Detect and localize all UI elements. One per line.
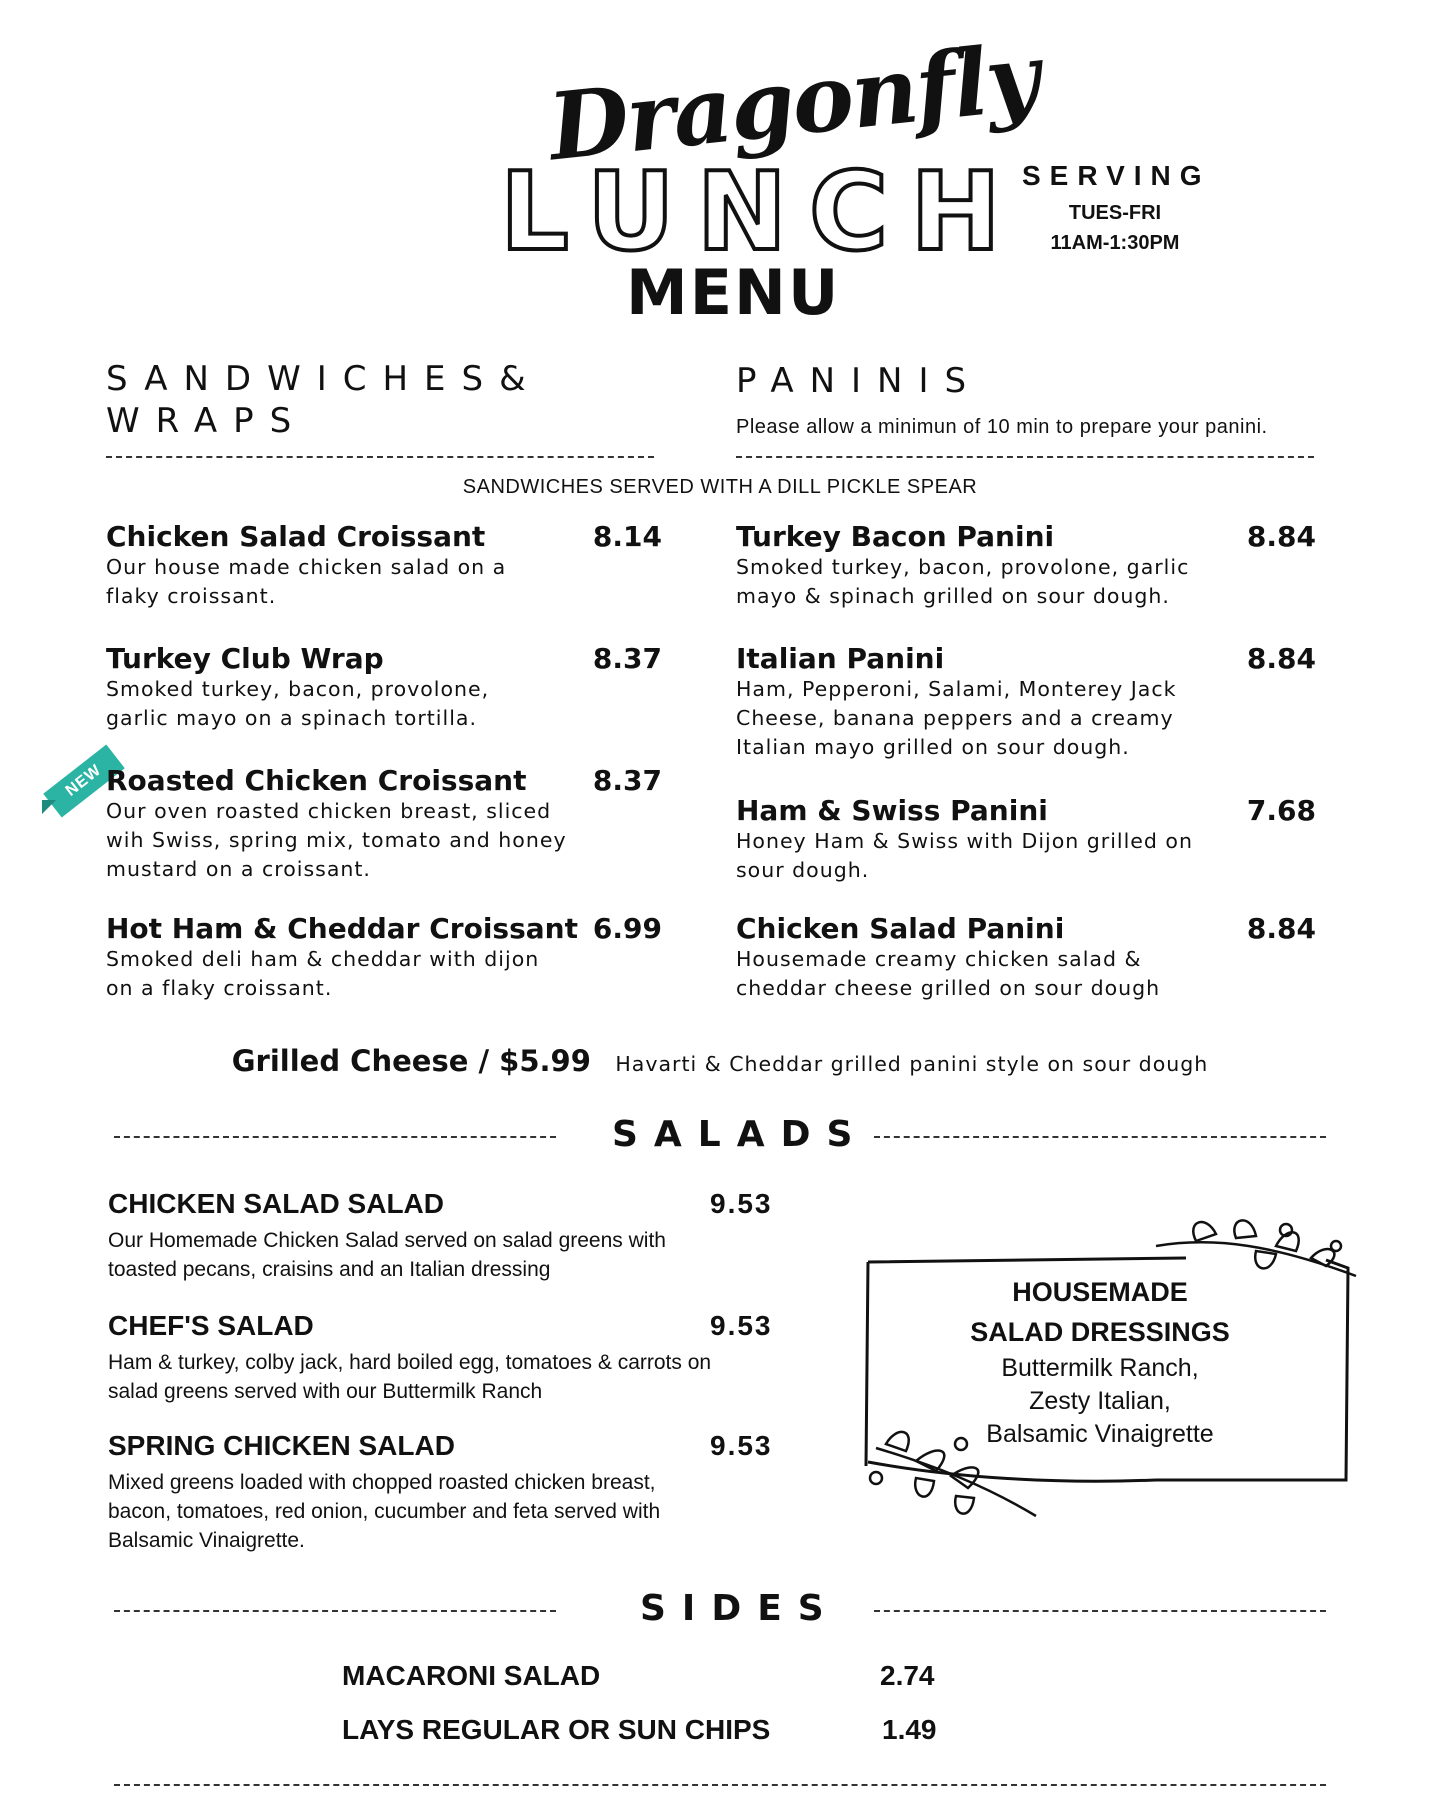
salad-item-1 — [108, 1188, 788, 1284]
item-name: Chicken Salad Croissant — [106, 520, 486, 553]
item-desc: cheddar cheese grilled on sour dough — [736, 976, 1161, 1000]
salads-divider-left — [114, 1136, 556, 1138]
item-price: 8.84 — [1246, 912, 1316, 945]
item-price: 8.37 — [592, 642, 662, 675]
paninis-note: Please allow a minimun of 10 min to prepare your panini. — [736, 416, 1268, 438]
salads-divider-right — [874, 1136, 1326, 1138]
item-desc: Smoked deli ham & cheddar with dijon — [106, 947, 540, 971]
dressing-italian: Zesty Italian, — [1029, 1387, 1171, 1415]
grilled-cheese-row — [0, 1044, 1440, 1079]
new-badge-tail — [42, 800, 56, 814]
menu-title: MENU — [626, 256, 841, 329]
item-desc: Our oven roasted chicken breast, sliced — [106, 799, 552, 823]
serving-days: TUES-FRI — [1068, 202, 1162, 224]
salad-desc: Mixed greens loaded with chopped roasted chicken breast, — [108, 1471, 656, 1494]
serving-hours: 11AM-1:30PM — [1050, 232, 1180, 254]
item-price: 8.37 — [592, 764, 662, 797]
grilled-cheese-desc: Havarti & Cheddar grilled panini style on sour dough — [615, 1052, 1209, 1076]
item-desc: Italian mayo grilled on sour dough. — [736, 735, 1130, 759]
paninis-divider — [736, 456, 1314, 458]
item-desc: Housemade creamy chicken salad & — [736, 947, 1142, 971]
sides-divider-right — [874, 1610, 1326, 1612]
sandwich-item-1 — [106, 520, 662, 611]
side-name: LAYS REGULAR OR SUN CHIPS — [342, 1714, 771, 1745]
salad-desc: salad greens served with our Buttermilk Ranch — [108, 1380, 543, 1403]
item-name: Turkey Bacon Panini — [736, 520, 1055, 553]
salad-desc: Our Homemade Chicken Salad served on salad greens with — [108, 1229, 666, 1252]
panini-item-2 — [736, 642, 1316, 762]
dressing-balsamic: Balsamic Vinaigrette — [986, 1420, 1214, 1448]
salad-desc: Balsamic Vinaigrette. — [108, 1529, 305, 1552]
side-name: MACARONI SALAD — [342, 1660, 601, 1691]
item-desc: on a flaky croissant. — [106, 976, 333, 1000]
sandwiches-heading — [106, 358, 542, 442]
item-price: 6.99 — [592, 912, 662, 945]
item-desc: Cheese, banana peppers and a creamy — [736, 706, 1174, 730]
dragonfly-script-title: Dragonfly — [543, 22, 1043, 182]
paninis-heading: PANINIS — [736, 361, 983, 401]
item-desc: Smoked turkey, bacon, provolone, — [106, 677, 490, 701]
salad-desc: Ham & turkey, colby jack, hard boiled egg, tomatoes & carrots on — [108, 1351, 712, 1374]
panini-item-3 — [736, 794, 1316, 885]
item-desc: flaky croissant. — [106, 584, 277, 608]
salad-item-3 — [108, 1430, 808, 1555]
item-name: Turkey Club Wrap — [106, 642, 384, 675]
item-price: 7.68 — [1246, 794, 1316, 827]
item-desc: Honey Ham & Swiss with Dijon grilled on — [736, 829, 1193, 853]
item-desc: mustard on a croissant. — [106, 857, 371, 881]
panini-item-4 — [736, 912, 1316, 1003]
side-price: 1.49 — [882, 1714, 937, 1745]
item-name: Ham & Swiss Panini — [736, 794, 1048, 827]
salad-name: CHICKEN SALAD SALAD — [108, 1188, 444, 1219]
side-item-1 — [342, 1660, 942, 1692]
dressing-ranch: Buttermilk Ranch, — [1001, 1354, 1199, 1382]
salad-desc: bacon, tomatoes, red onion, cucumber and feta served with — [108, 1500, 661, 1523]
grilled-cheese-title: Grilled Cheese / $5.99 — [231, 1044, 591, 1078]
salad-name: SPRING CHICKEN SALAD — [108, 1430, 455, 1461]
salad-price: 9.53 — [710, 1430, 773, 1461]
item-name: Italian Panini — [736, 642, 945, 675]
dressings-title-line1: HOUSEMADE — [1012, 1277, 1188, 1307]
item-desc: Ham, Pepperoni, Salami, Monterey Jack — [736, 677, 1177, 701]
served-note: SANDWICHES SERVED WITH A DILL PICKLE SPEAR — [462, 476, 978, 498]
salads-heading: SALADS — [612, 1114, 869, 1155]
sides-heading: SIDES — [640, 1588, 840, 1629]
salad-item-2 — [108, 1310, 848, 1406]
item-name: Roasted Chicken Croissant — [106, 764, 527, 797]
salad-price: 9.53 — [710, 1310, 773, 1341]
sandwich-item-3 — [106, 764, 662, 884]
item-name: Chicken Salad Panini — [736, 912, 1065, 945]
item-desc: garlic mayo on a spinach tortilla. — [106, 706, 477, 730]
item-desc: Smoked turkey, bacon, provolone, garlic — [736, 555, 1190, 579]
sandwiches-divider — [106, 456, 654, 458]
dressings-title-line2: SALAD DRESSINGS — [970, 1317, 1230, 1347]
salad-price: 9.53 — [710, 1188, 773, 1219]
sandwich-item-4 — [106, 912, 662, 1003]
item-price: 8.84 — [1246, 642, 1316, 675]
salad-desc: toasted pecans, craisins and an Italian dressing — [108, 1258, 551, 1281]
new-badge: NEW — [43, 745, 125, 818]
serving-label: SERVING — [1022, 160, 1211, 191]
item-price: 8.14 — [592, 520, 662, 553]
item-price: 8.84 — [1246, 520, 1316, 553]
sandwich-item-2 — [106, 642, 662, 733]
side-price: 2.74 — [880, 1660, 935, 1691]
item-name: Hot Ham & Cheddar Croissant — [106, 912, 578, 945]
sides-divider-left — [114, 1610, 556, 1612]
dressings-box — [880, 1272, 1320, 1451]
salad-name: CHEF'S SALAD — [108, 1310, 314, 1341]
sandwiches-heading-line2: WRAPS — [106, 401, 308, 441]
item-desc: mayo & spinach grilled on sour dough. — [736, 584, 1170, 608]
item-desc: wih Swiss, spring mix, tomato and honey — [106, 828, 567, 852]
side-item-2 — [342, 1714, 942, 1746]
panini-item-1 — [736, 520, 1316, 611]
leaf-branch-top-icon — [1156, 1220, 1356, 1276]
sandwiches-heading-line1: SANDWICHES& — [106, 359, 542, 399]
bottom-divider — [114, 1784, 1326, 1786]
lunch-title: LUNCH — [500, 150, 1023, 275]
item-desc: Our house made chicken salad on a — [106, 555, 507, 579]
item-desc: sour dough. — [736, 858, 870, 882]
